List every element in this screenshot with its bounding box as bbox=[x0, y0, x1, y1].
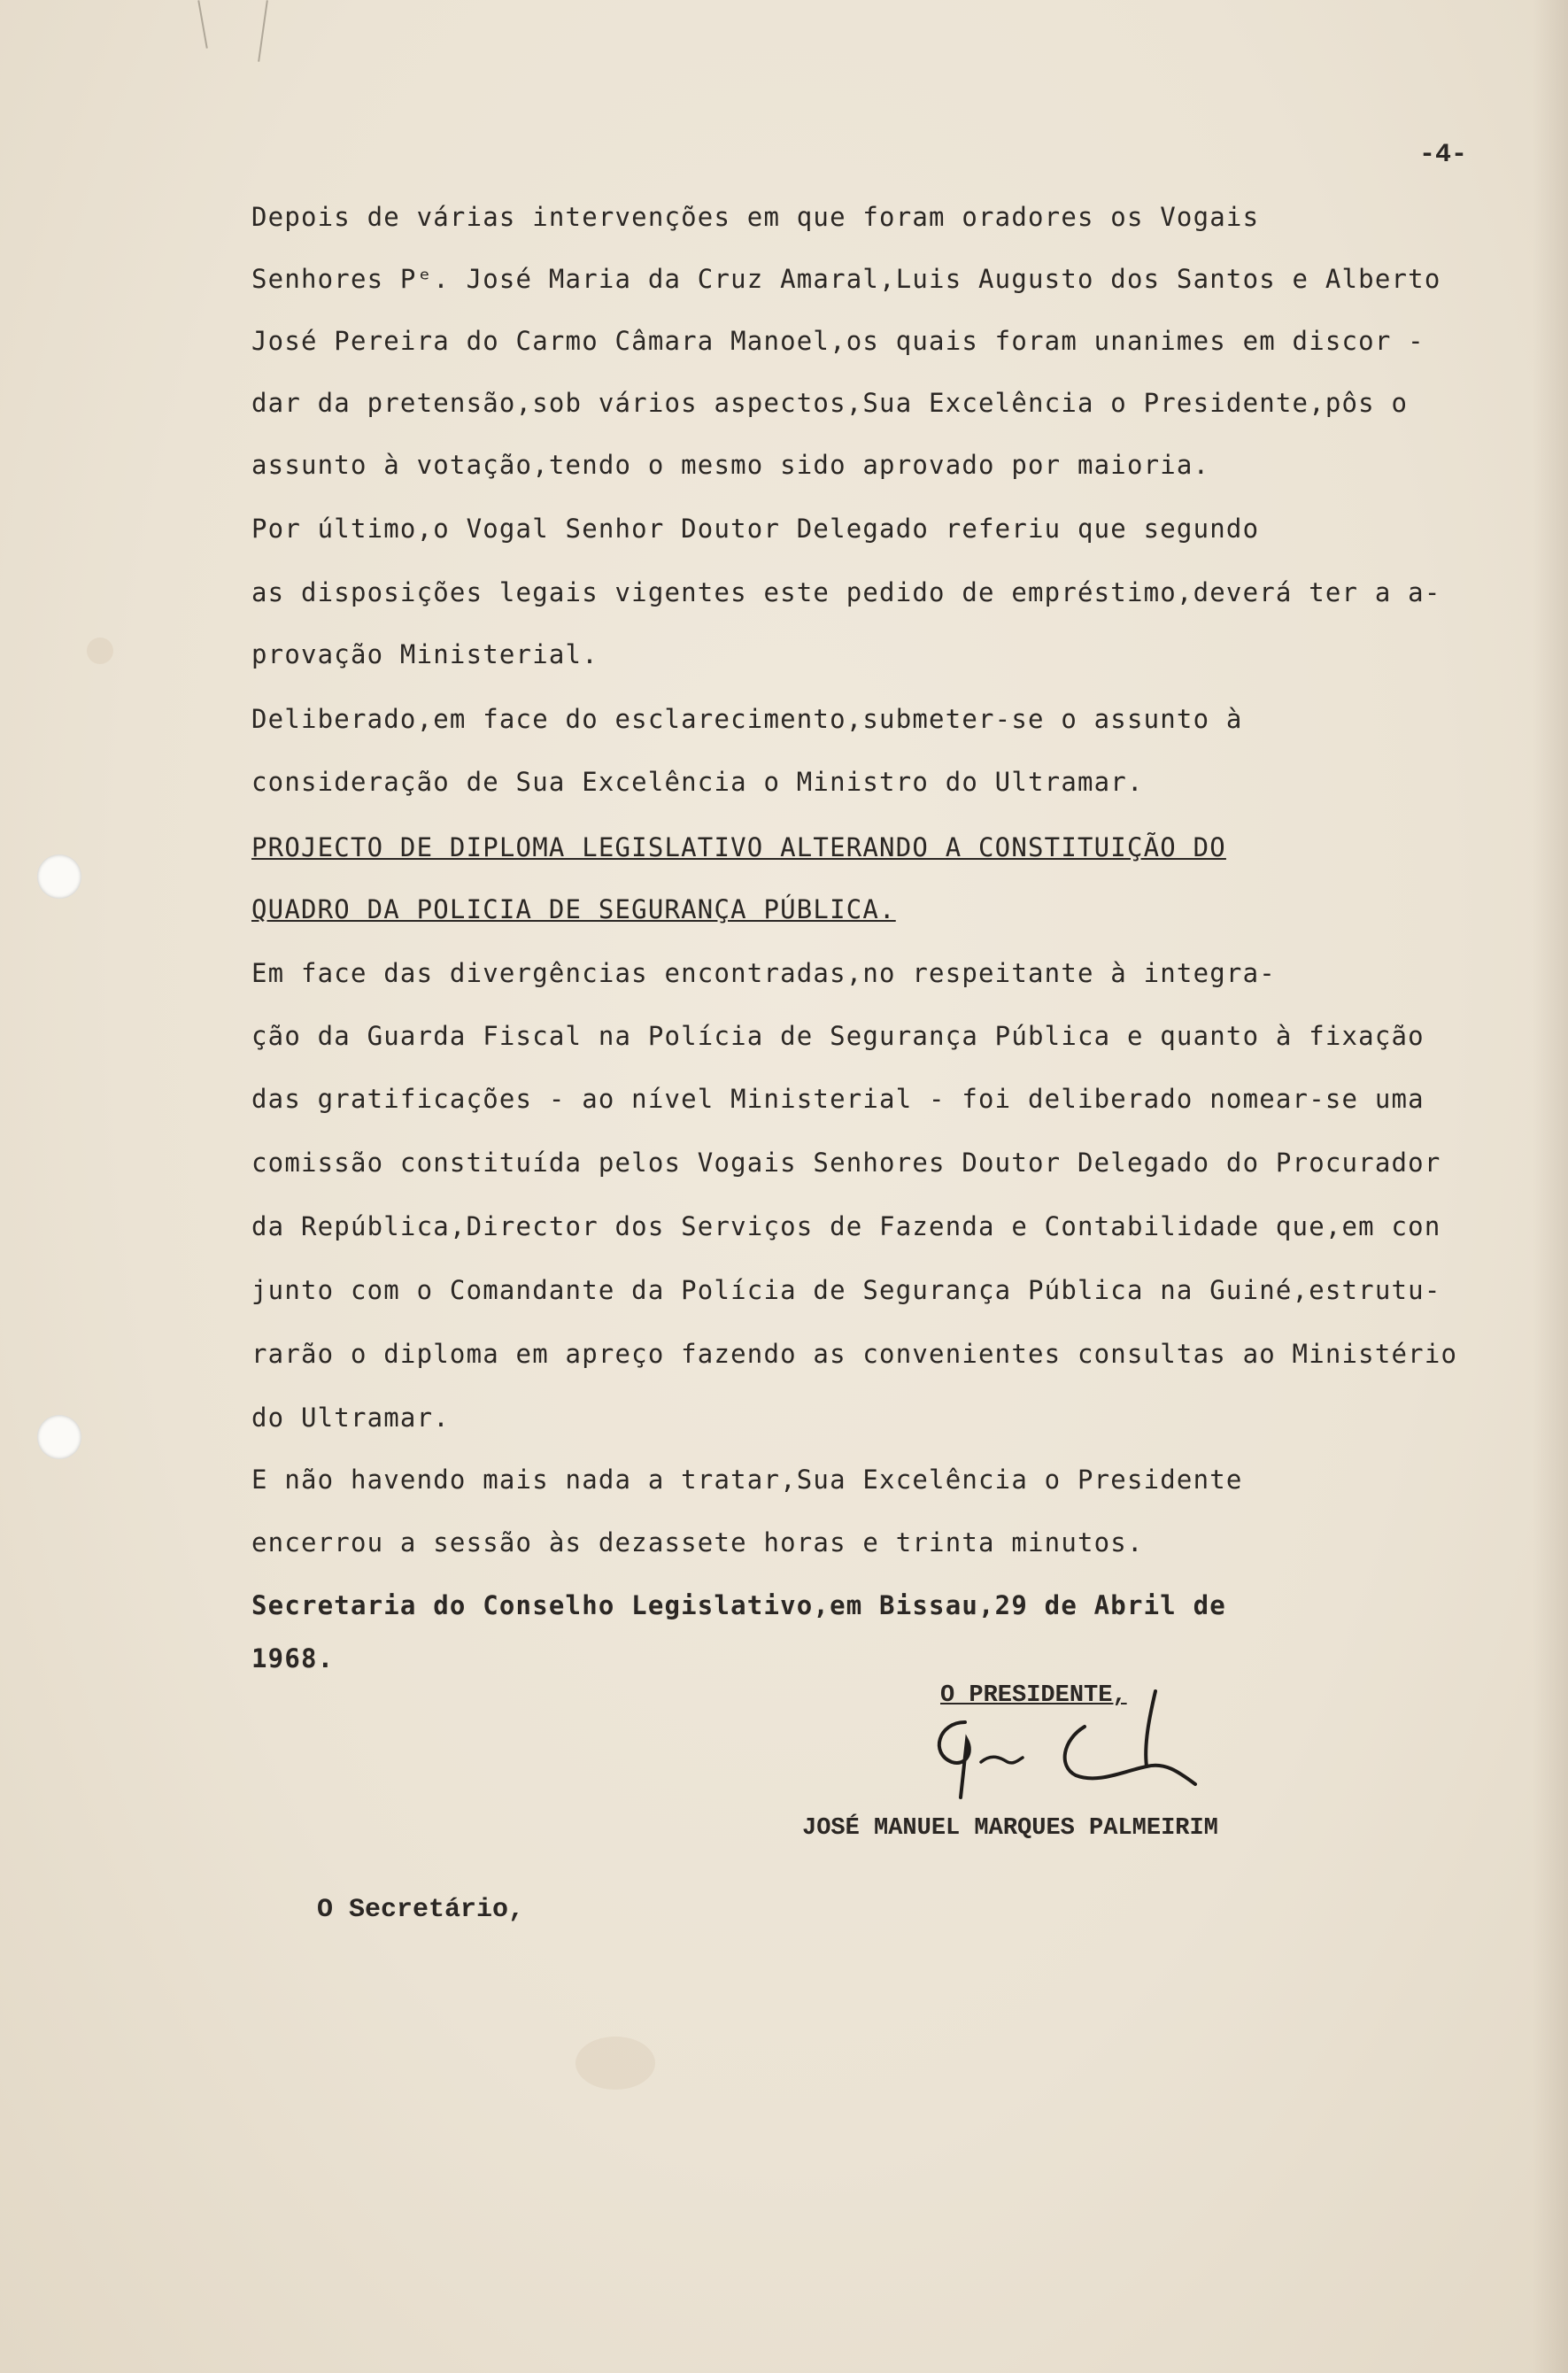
text-line: assunto à votação,tendo o mesmo sido aprovado por maioria. bbox=[251, 450, 1210, 480]
text-line: do Ultramar. bbox=[251, 1403, 450, 1433]
section-heading: PROJECTO DE DIPLOMA LEGISLATIVO ALTERANDO A CONSTITUIÇÃO DO bbox=[251, 832, 1226, 862]
paper-mark bbox=[197, 0, 208, 49]
page-number: -4- bbox=[1419, 140, 1468, 170]
text-line: Senhores Pᵉ. José Maria da Cruz Amaral,Luis Augusto dos Santos e Alberto bbox=[251, 264, 1441, 294]
paper-stain bbox=[87, 638, 113, 664]
signature-name: JOSÉ MANUEL MARQUES PALMEIRIM bbox=[802, 1815, 1218, 1842]
text-line: Secretaria do Conselho Legislativo,em Bissau,29 de Abril de bbox=[251, 1590, 1226, 1620]
paper-mark bbox=[258, 0, 268, 62]
punch-hole-bottom bbox=[37, 1415, 81, 1459]
text-line: junto com o Comandante da Polícia de Segurança Pública na Guiné,estrutu- bbox=[251, 1275, 1441, 1305]
text-line: provação Ministerial. bbox=[251, 639, 599, 669]
text-line: dar da pretensão,sob vários aspectos,Sua Excelência o Presidente,pôs o bbox=[251, 388, 1409, 418]
text-line: comissão constituída pelos Vogais Senhores Doutor Delegado do Procurador bbox=[251, 1148, 1441, 1178]
text-line: Deliberado,em face do esclarecimento,submeter-se o assunto à bbox=[251, 704, 1243, 734]
text-line: as disposições legais vigentes este pedido de empréstimo,deverá ter a a- bbox=[251, 577, 1441, 607]
text-line: encerrou a sessão às dezassete horas e trinta minutos. bbox=[251, 1527, 1144, 1558]
page-edge-shadow bbox=[1533, 0, 1568, 2373]
signature-title: O PRESIDENTE, bbox=[940, 1682, 1127, 1709]
text-line: rarão o diploma em apreço fazendo as convenientes consultas ao Ministério bbox=[251, 1339, 1458, 1369]
signature-block bbox=[797, 1682, 1346, 1851]
text-line: 1968. bbox=[251, 1643, 335, 1673]
text-line: Depois de várias intervenções em que foram oradores os Vogais bbox=[251, 202, 1260, 232]
paper-stain bbox=[575, 2037, 655, 2090]
section-heading: QUADRO DA POLICIA DE SEGURANÇA PÚBLICA. bbox=[251, 894, 896, 924]
text-line: da República,Director dos Serviços de Fazenda e Contabilidade que,em con bbox=[251, 1211, 1441, 1241]
secretary-label: O Secretário, bbox=[317, 1895, 525, 1925]
text-line: consideração de Sua Excelência o Ministro do Ultramar. bbox=[251, 767, 1144, 797]
text-line: E não havendo mais nada a tratar,Sua Excelência o Presidente bbox=[251, 1465, 1243, 1495]
text-line: das gratificações - ao nível Ministerial - foi deliberado nomear-se uma bbox=[251, 1084, 1425, 1114]
punch-hole-top bbox=[37, 854, 81, 899]
text-line: ção da Guarda Fiscal na Polícia de Segurança Pública e quanto à fixação bbox=[251, 1021, 1425, 1051]
text-line: Por último,o Vogal Senhor Doutor Delegado referiu que segundo bbox=[251, 514, 1260, 544]
text-line: Em face das divergências encontradas,no respeitante à integra- bbox=[251, 958, 1276, 988]
handwritten-signature bbox=[912, 1673, 1204, 1824]
text-line: José Pereira do Carmo Câmara Manoel,os quais foram unanimes em discor - bbox=[251, 326, 1425, 356]
